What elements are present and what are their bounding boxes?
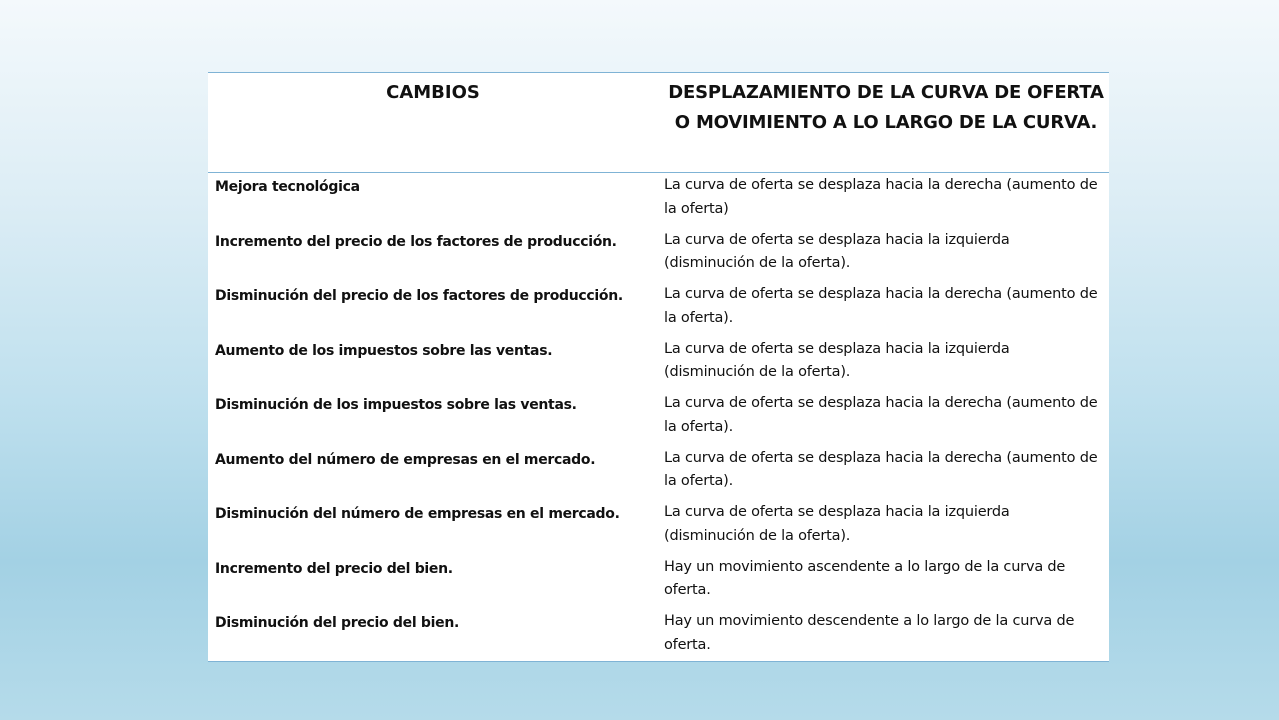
table-row <box>208 446 1109 501</box>
efecto-cell: La curva de oferta se desplaza hacia la izquierda (disminución de la oferta). <box>664 231 1010 271</box>
table-row <box>208 500 1109 555</box>
header-cambios: CAMBIOS <box>386 82 480 103</box>
efecto-cell: La curva de oferta se desplaza hacia la derecha (aumento de la oferta). <box>664 286 1098 326</box>
table-row <box>208 555 1109 610</box>
cambio-cell: Disminución de los impuestos sobre las ventas. <box>215 397 577 413</box>
table-row <box>208 337 1109 392</box>
cambio-cell: Disminución del precio de los factores de producción. <box>215 288 623 304</box>
efecto-cell: La curva de oferta se desplaza hacia la izquierda (disminución de la oferta). <box>664 504 1010 544</box>
cambio-cell: Incremento del precio del bien. <box>215 560 453 577</box>
efecto-cell: La curva de oferta se desplaza hacia la derecha (aumento de la oferta). <box>664 449 1098 489</box>
table-row <box>208 391 1109 446</box>
supply-changes-table <box>208 72 1109 662</box>
cambio-cell: Mejora tecnológica <box>215 179 360 195</box>
cambio-cell: Disminución del precio del bien. <box>215 615 460 631</box>
efecto-cell: La curva de oferta se desplaza hacia la izquierda (disminución de la oferta). <box>664 340 1010 380</box>
efecto-cell: Hay un movimiento descendente a lo largo de la curva de oferta. <box>664 613 1075 653</box>
table-row <box>208 609 1109 664</box>
table-row <box>208 173 1109 228</box>
header-desplazamiento: DESPLAZAMIENTO DE LA CURVA DE OFERTA O MOVIMIENTO A LO LARGO DE LA CURVA. <box>668 82 1104 133</box>
cambio-cell: Disminución del número de empresas en el mercado. <box>215 506 620 522</box>
cambio-cell: Aumento del número de empresas en el mercado. <box>215 451 596 468</box>
cambio-cell: Aumento de los impuestos sobre las ventas. <box>215 342 553 359</box>
efecto-cell: Hay un movimiento ascendente a lo largo de la curva de oferta. <box>664 558 1066 598</box>
table-row <box>208 282 1109 337</box>
table-body <box>208 173 1109 664</box>
table-row <box>208 228 1109 283</box>
table-header-row <box>208 73 1109 173</box>
cambio-cell: Incremento del precio de los factores de producción. <box>215 233 617 250</box>
efecto-cell: La curva de oferta se desplaza hacia la derecha (aumento de la oferta) <box>664 177 1098 217</box>
efecto-cell: La curva de oferta se desplaza hacia la derecha (aumento de la oferta). <box>664 395 1098 435</box>
